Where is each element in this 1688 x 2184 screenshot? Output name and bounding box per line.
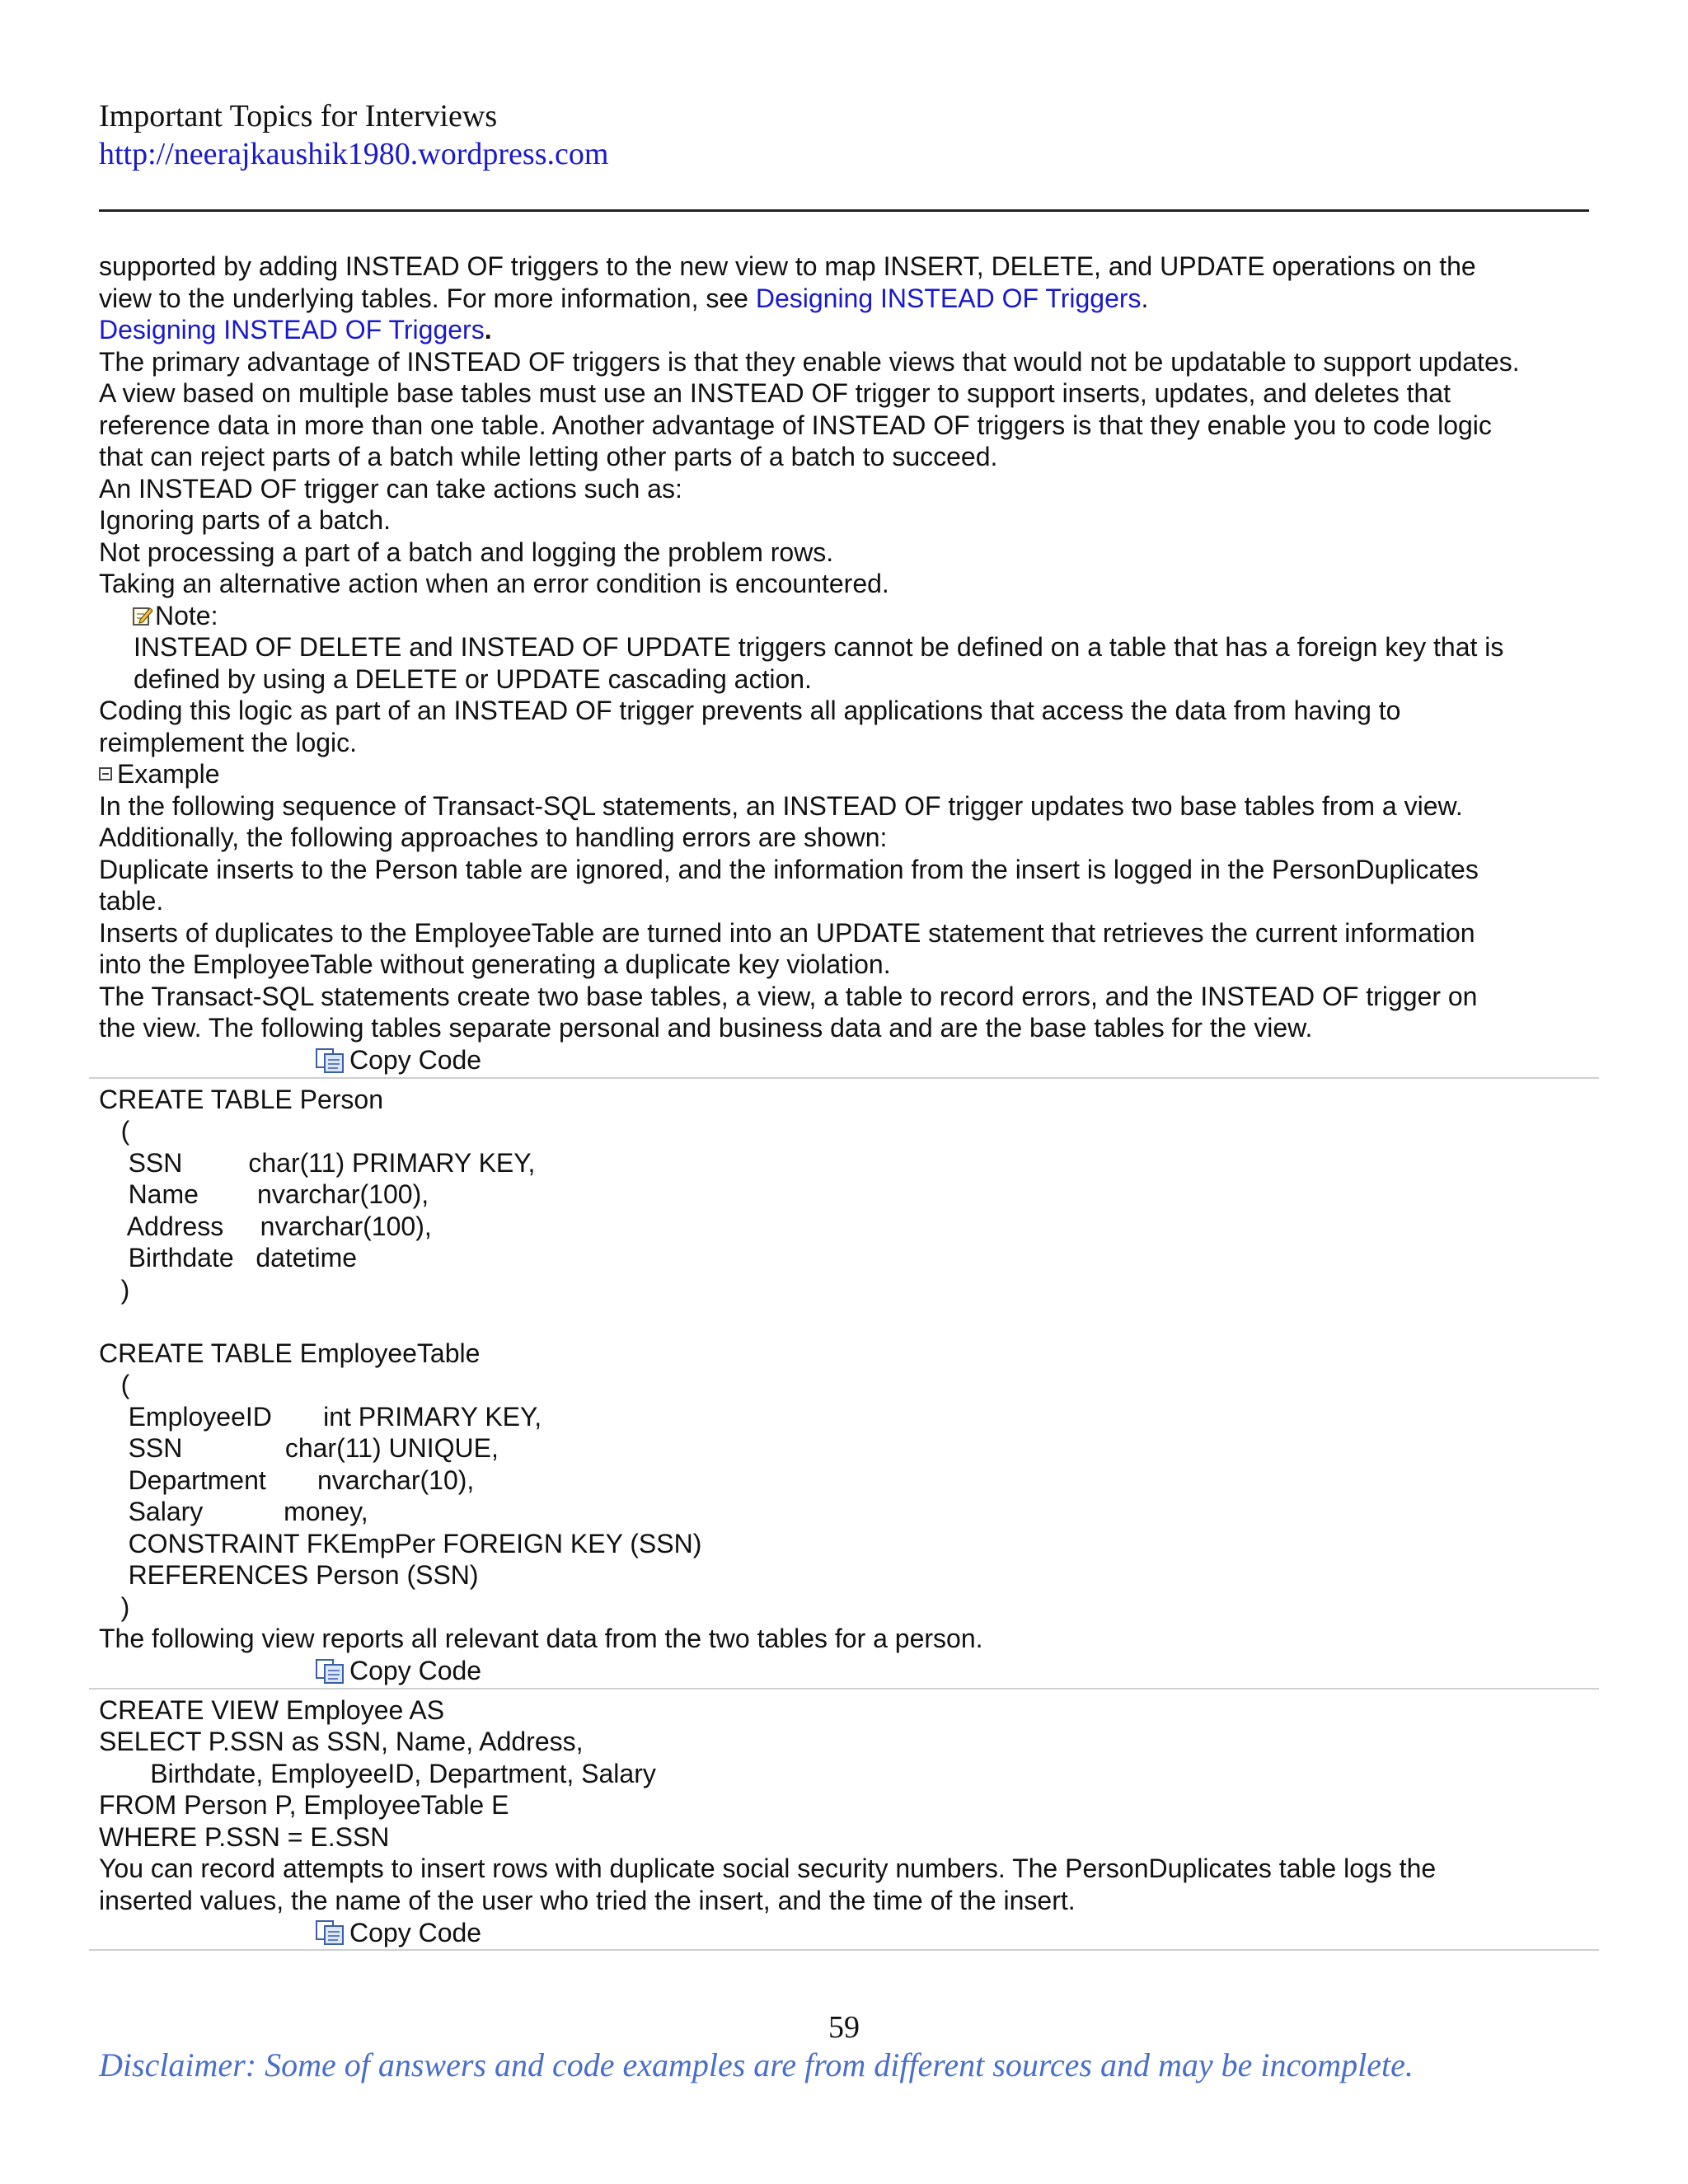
- code-line: FROM Person P, EmployeeTable E: [99, 1790, 509, 1820]
- paragraph-line: An INSTEAD OF trigger can take actions such as:: [99, 473, 682, 504]
- code-line: CREATE TABLE EmployeeTable: [99, 1338, 481, 1368]
- code-line: REFERENCES Person (SSN): [99, 1560, 479, 1590]
- paragraph-line: In the following sequence of Transact-SQL statements, an INSTEAD OF trigger updates two base tables from a view.: [99, 790, 1463, 821]
- header-divider: [99, 209, 1589, 212]
- code-line: SSN char(11) PRIMARY KEY,: [99, 1147, 536, 1178]
- copy-icon: [315, 1919, 346, 1946]
- paragraph-line: Additionally, the following approaches to handling errors are shown:: [99, 823, 888, 852]
- footer-disclaimer: Disclaimer: Some of answers and code examples are from different sources and may be incomplete.: [99, 2046, 1414, 2083]
- designing-instead-of-triggers-link[interactable]: Designing INSTEAD OF Triggers: [755, 283, 1142, 313]
- note-label: Note:: [155, 600, 218, 630]
- note-text-line: defined by using a DELETE or UPDATE cascading action.: [134, 663, 812, 694]
- header-title: Important Topics for Interviews: [99, 99, 498, 134]
- code-line: (: [99, 1116, 130, 1146]
- paragraph-line: the view. The following tables separate personal and business data and are the base tables for the view.: [99, 1013, 1313, 1043]
- paragraph-line: Not processing a part of a batch and logging the problem rows.: [99, 537, 834, 567]
- copy-icon: [315, 1047, 346, 1074]
- paragraph-line: Coding this logic as part of an INSTEAD OF trigger prevents all applications that access the data from having to: [99, 696, 1401, 725]
- code-line: SSN char(11) UNIQUE,: [99, 1433, 499, 1463]
- paragraph-line: [99, 283, 1599, 315]
- code-line: SELECT P.SSN as SSN, Name, Address,: [99, 1727, 584, 1756]
- code-line: ): [99, 1591, 130, 1622]
- paragraph-line: You can record attempts to insert rows with duplicate social security numbers. The PersonDuplicates table logs the: [99, 1854, 1437, 1883]
- paragraph-line: that can reject parts of a batch while letting other parts of a batch to succeed.: [99, 442, 998, 471]
- paragraph-line: supported by adding INSTEAD OF triggers to the new view to map INSERT, DELETE, and UPDATE operations on the: [99, 251, 1476, 281]
- code-line: ): [99, 1274, 130, 1305]
- paragraph-line: The primary advantage of INSTEAD OF triggers is that they enable views that would not be updatable to support updates.: [99, 346, 1520, 377]
- paragraph-line: Duplicate inserts to the Person table are ignored, and the information from the insert is logged in the PersonDuplicates: [99, 854, 1479, 884]
- code-line: Name nvarchar(100),: [99, 1179, 429, 1209]
- header-url-link[interactable]: http://neerajkaushik1980.wordpress.com: [99, 137, 609, 171]
- code-line: Birthdate datetime: [99, 1243, 358, 1272]
- note-icon: [132, 605, 153, 626]
- copy-code-button[interactable]: [99, 1655, 1599, 1688]
- code-line: CREATE TABLE Person: [99, 1084, 384, 1114]
- copy-code-label: Copy Code: [349, 1656, 482, 1686]
- page-content: [99, 251, 1599, 1956]
- code-line: WHERE P.SSN = E.SSN: [99, 1821, 390, 1852]
- copy-code-label: Copy Code: [349, 1045, 482, 1076]
- paragraph-line: The following view reports all relevant data from the two tables for a person.: [99, 1624, 983, 1653]
- paragraph-line: [99, 314, 1599, 346]
- copy-code-button[interactable]: [99, 1044, 1599, 1077]
- punctuation: .: [1141, 283, 1149, 313]
- paragraph-line: A view based on multiple base tables must use an INSTEAD OF trigger to support inserts, updates, and deletes that: [99, 378, 1451, 408]
- copy-code-button[interactable]: [99, 1916, 1599, 1949]
- designing-instead-of-triggers-link-2[interactable]: Designing INSTEAD OF Triggers: [99, 315, 485, 344]
- page-number: 59: [828, 2010, 860, 2045]
- example-label: Example: [117, 759, 220, 789]
- code-line: Birthdate, EmployeeID, Department, Salary: [99, 1758, 656, 1788]
- code-line: CREATE VIEW Employee AS: [99, 1694, 445, 1725]
- code-line: [99, 1305, 1599, 1338]
- code-line: CONSTRAINT FKEmpPer FOREIGN KEY (SSN): [99, 1528, 702, 1558]
- code-line: EmployeeID int PRIMARY KEY,: [99, 1401, 542, 1432]
- paragraph-line: into the EmployeeTable without generating a duplicate key violation.: [99, 949, 891, 979]
- code-block-create-view: [99, 1694, 1599, 1854]
- code-line: Department nvarchar(10),: [99, 1465, 475, 1495]
- copy-icon: [315, 1658, 346, 1685]
- paragraph-line: reimplement the logic.: [99, 727, 358, 757]
- collapse-icon[interactable]: [99, 767, 112, 780]
- paragraph-text: view to the underlying tables. For more information, see: [99, 283, 756, 313]
- code-line: (: [99, 1370, 130, 1399]
- code-divider: [89, 1077, 1599, 1079]
- code-divider: [89, 1949, 1599, 1951]
- paragraph-line: Inserts of duplicates to the EmployeeTable are turned into an UPDATE statement that retrieves the current information: [99, 917, 1475, 948]
- paragraph-line: Taking an alternative action when an error condition is encountered.: [99, 569, 889, 598]
- paragraph-line: inserted values, the name of the user who tried the insert, and the time of the insert.: [99, 1885, 1076, 1915]
- code-line: Address nvarchar(100),: [99, 1211, 432, 1241]
- paragraph-line: The Transact-SQL statements create two base tables, a view, a table to record errors, and the INSTEAD OF trigger on: [99, 981, 1478, 1011]
- paragraph-line: reference data in more than one table. Another advantage of INSTEAD OF triggers is that they enable you to code logic: [99, 410, 1492, 440]
- paragraph-line: Ignoring parts of a batch.: [99, 505, 391, 535]
- code-block-create-tables: [99, 1084, 1599, 1624]
- note-text-line: INSTEAD OF DELETE and INSTEAD OF UPDATE triggers cannot be defined on a table that has a foreign key that is: [134, 632, 1504, 662]
- code-divider: [89, 1688, 1599, 1690]
- punctuation: .: [484, 315, 492, 344]
- example-section-toggle[interactable]: [99, 758, 1599, 790]
- paragraph-line: table.: [99, 886, 164, 916]
- code-line: Salary money,: [99, 1497, 368, 1526]
- copy-code-label: Copy Code: [349, 1917, 482, 1947]
- note-header: [99, 600, 1599, 632]
